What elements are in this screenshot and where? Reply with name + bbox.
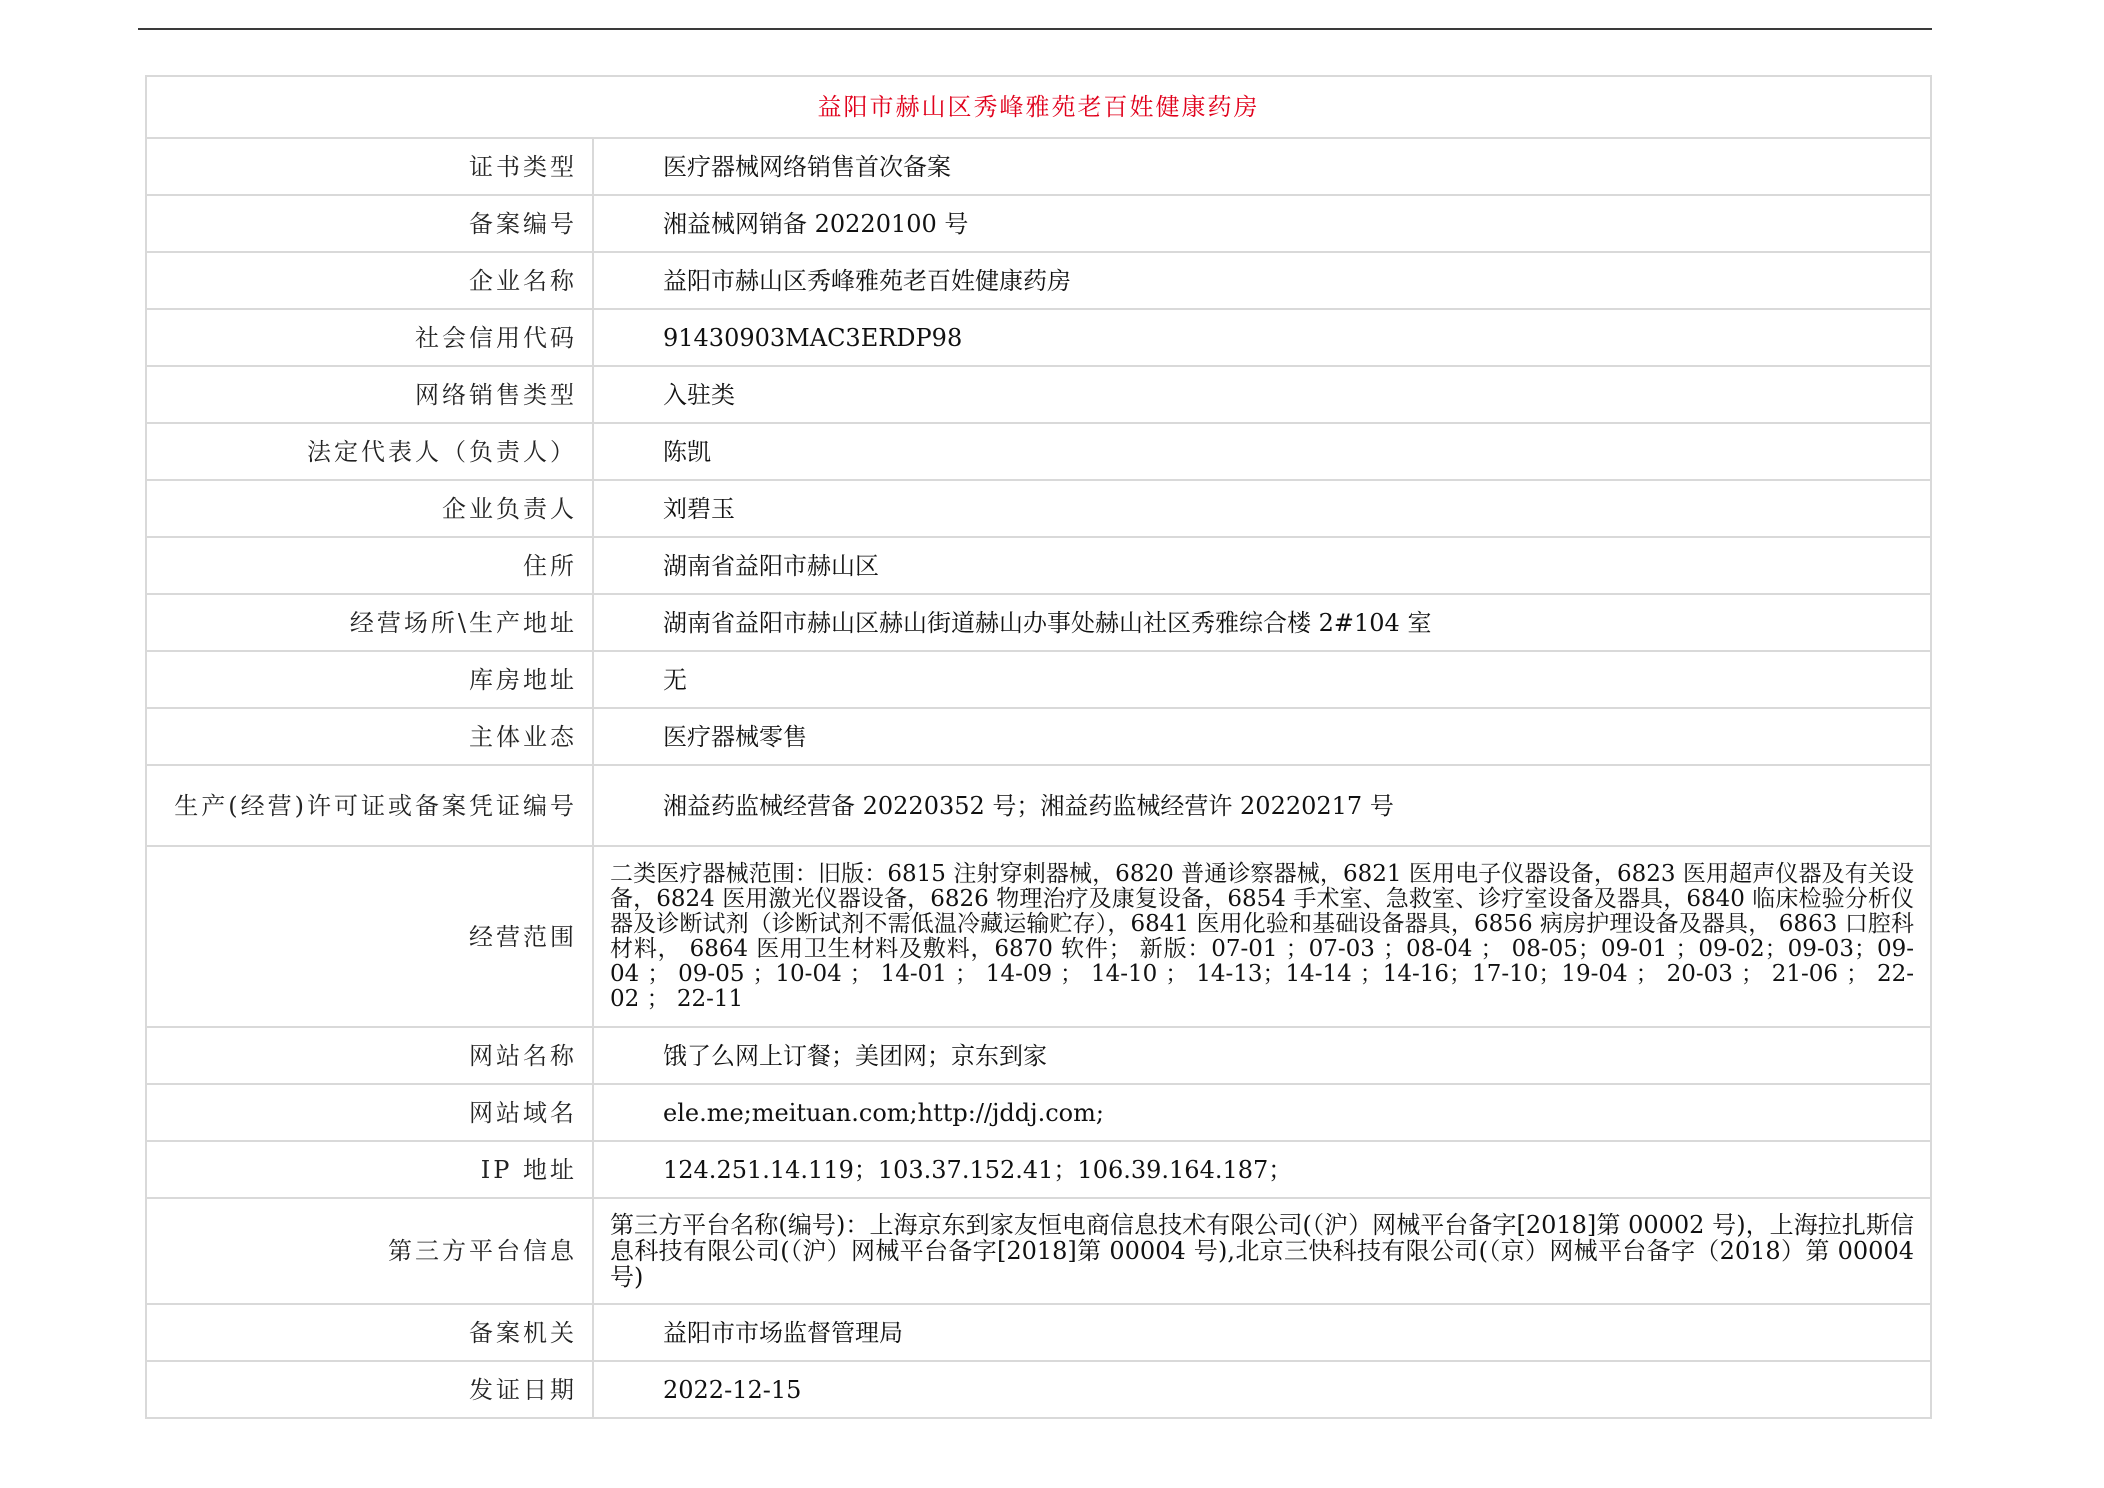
row-person-in-charge (146, 480, 1931, 537)
business-scope-label: 经营范围 (146, 846, 593, 1027)
business-address-label: 经营场所\生产地址 (146, 594, 593, 651)
third-party-platform-label: 第三方平台信息 (146, 1198, 593, 1304)
legal-representative-label: 法定代表人（负责人） (146, 423, 593, 480)
row-ip-address (146, 1141, 1931, 1198)
row-warehouse-address (146, 651, 1931, 708)
business-scope-value: 二类医疗器械范围：旧版：6815 注射穿刺器械，6820 普通诊察器械，6821 医用电子仪器设备，6823 医用超声仪器及有关设备，6824 医用激光仪器设备，6826 物理治疗及康复设备，6854 手术室、急救室、诊疗室设备及器具，6840 临床检验分析仪器及诊断试剂（诊断试剂不需低温冷藏运输贮存），6841 医用化验和基础设备器具，6856 病房护理设备及器具， 6863 口腔科材料， 6864 医用卫生材料及敷料，6870 软件； 新版：07-01 ；07-03 ；08-04 ； 08-05；09-01 ；09-02；09-03；09-04 ； 09-05 ；10-04 ； 14-01 ； 14-09 ； 14-10 ； 14-13；14-14 ；14-16；17-10；19-04 ； 20-03 ； 21-06 ； 22-02 ； 22-11 (593, 846, 1931, 1027)
person-in-charge-label: 企业负责人 (146, 480, 593, 537)
warehouse-address-label: 库房地址 (146, 651, 593, 708)
filing-authority-label: 备案机关 (146, 1304, 593, 1361)
row-website-domain (146, 1084, 1931, 1141)
residence-label: 住所 (146, 537, 593, 594)
row-business-address (146, 594, 1931, 651)
person-in-charge-value: 刘碧玉 (593, 480, 1931, 537)
top-rule (138, 28, 1932, 30)
certificate-type-value: 医疗器械网络销售首次备案 (593, 138, 1931, 195)
residence-value: 湖南省益阳市赫山区 (593, 537, 1931, 594)
website-name-label: 网站名称 (146, 1027, 593, 1084)
license-number-value: 湘益药监械经营备 20220352 号；湘益药监械经营许 20220217 号 (593, 765, 1931, 846)
row-certificate-type (146, 138, 1931, 195)
row-residence (146, 537, 1931, 594)
row-business-format (146, 708, 1931, 765)
business-format-label: 主体业态 (146, 708, 593, 765)
row-filing-number (146, 195, 1931, 252)
credit-code-value: 91430903MAC3ERDP98 (593, 309, 1931, 366)
row-legal-representative (146, 423, 1931, 480)
title-row (146, 76, 1931, 138)
document-title: 益阳市赫山区秀峰雅苑老百姓健康药房 (146, 76, 1931, 138)
ip-address-value: 124.251.14.119；103.37.152.41；106.39.164.187； (593, 1141, 1931, 1198)
website-domain-label: 网站域名 (146, 1084, 593, 1141)
business-format-value: 医疗器械零售 (593, 708, 1931, 765)
row-third-party-platform (146, 1198, 1931, 1304)
license-number-label: 生产(经营)许可证或备案凭证编号 (146, 765, 593, 846)
website-domain-value: ele.me;meituan.com;http://jddj.com; (593, 1084, 1931, 1141)
sales-type-value: 入驻类 (593, 366, 1931, 423)
third-party-platform-value: 第三方平台名称(编号)：上海京东到家友恒电商信息技术有限公司(（沪）网械平台备字[2018]第 00002 号)，上海拉扎斯信息科技有限公司(（沪）网械平台备字[2018]第 00004 号),北京三快科技有限公司(（京）网械平台备字（2018）第 00004 号) (593, 1198, 1931, 1304)
row-website-name (146, 1027, 1931, 1084)
filing-authority-value: 益阳市市场监督管理局 (593, 1304, 1931, 1361)
company-name-label: 企业名称 (146, 252, 593, 309)
certificate-type-label: 证书类型 (146, 138, 593, 195)
website-name-value: 饿了么网上订餐；美团网；京东到家 (593, 1027, 1931, 1084)
row-credit-code (146, 309, 1931, 366)
row-sales-type (146, 366, 1931, 423)
row-license-number (146, 765, 1931, 846)
business-address-value: 湖南省益阳市赫山区赫山街道赫山办事处赫山社区秀雅综合楼 2#104 室 (593, 594, 1931, 651)
filing-number-label: 备案编号 (146, 195, 593, 252)
certificate-table (145, 75, 1932, 1419)
warehouse-address-value: 无 (593, 651, 1931, 708)
row-issue-date (146, 1361, 1931, 1418)
ip-address-label: IP 地址 (146, 1141, 593, 1198)
row-business-scope (146, 846, 1931, 1027)
filing-number-value: 湘益械网销备 20220100 号 (593, 195, 1931, 252)
credit-code-label: 社会信用代码 (146, 309, 593, 366)
sales-type-label: 网络销售类型 (146, 366, 593, 423)
legal-representative-value: 陈凯 (593, 423, 1931, 480)
row-company-name (146, 252, 1931, 309)
issue-date-value: 2022-12-15 (593, 1361, 1931, 1418)
issue-date-label: 发证日期 (146, 1361, 593, 1418)
company-name-value: 益阳市赫山区秀峰雅苑老百姓健康药房 (593, 252, 1931, 309)
row-filing-authority (146, 1304, 1931, 1361)
